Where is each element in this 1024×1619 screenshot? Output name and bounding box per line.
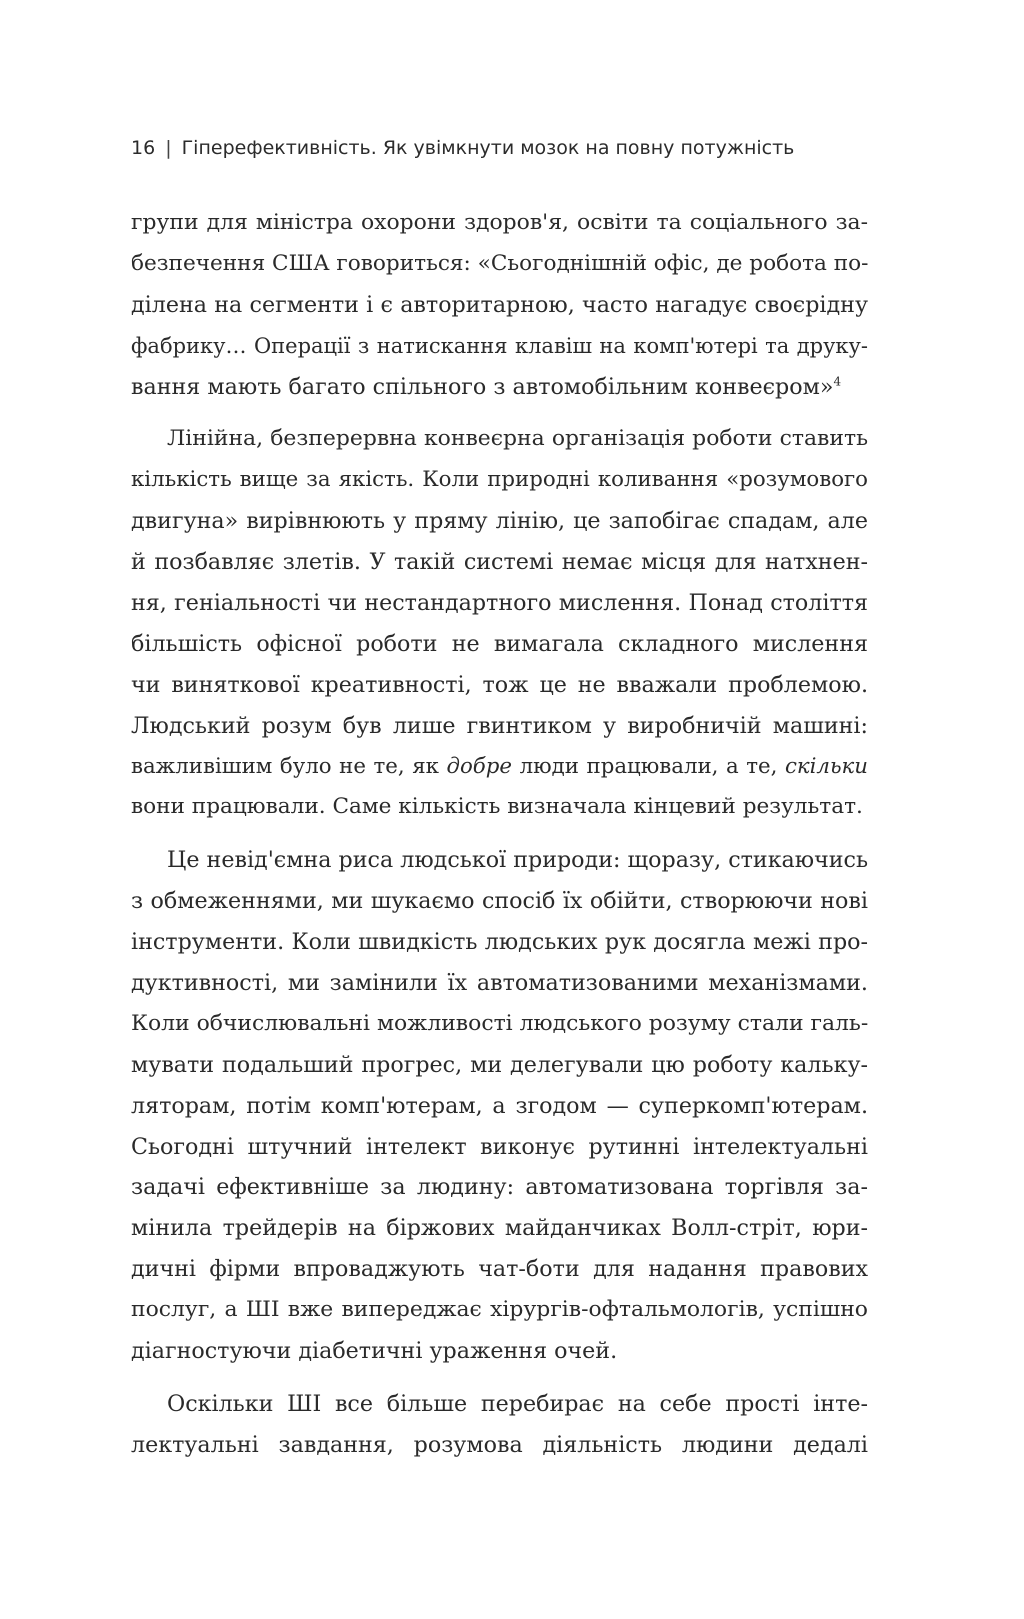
text-line: дичні фірми впроваджують чат-боти для надання правових	[131, 1256, 868, 1283]
body-text	[131, 203, 868, 1466]
text-fragment: люди працювали, а те,	[512, 753, 785, 779]
text-line: Це невід'ємна риса людської природи: щоразу, стикаючись	[167, 847, 868, 874]
text-line: ляторам, потім комп'ютерам, а згодом — суперкомп'ютерам.	[131, 1092, 868, 1119]
text-line: вони працювали. Саме кількість визначала кінцевий результат.	[131, 794, 863, 820]
paragraph-3	[131, 840, 868, 1372]
header-separator: |	[165, 137, 172, 159]
text-line	[131, 367, 868, 408]
text-line: з обмеженнями, ми шукаємо спосіб їх обійти, створюючи нові	[131, 888, 868, 915]
text-line: Сьогодні штучний інтелект виконує рутинні інтелектуальні	[131, 1133, 868, 1160]
text-line: двигуна» вирівнюють у пряму лінію, це запобігає спадам, але	[131, 508, 868, 535]
text-line: чи виняткової креативності, тож це не вважали проблемою.	[131, 671, 868, 698]
running-header	[131, 136, 871, 160]
text-line: діагностуючи діабетичні ураження очей.	[131, 1338, 618, 1365]
italic-emphasis: скільки	[784, 753, 868, 779]
text-line: дуктивності, ми замінили їх автоматизованими механізмами.	[131, 970, 868, 997]
text-line: й позбавляє злетів. У такій системі немає місця для натхнен-	[131, 549, 868, 576]
page-number: 16	[131, 137, 156, 159]
footnote-reference: 4	[833, 374, 842, 389]
text-line: безпечення США говориться: «Сьогоднішній офіс, де робота по-	[131, 250, 868, 276]
text-line-with-italics	[131, 747, 868, 788]
text-fragment: важливішим було не те, як	[131, 753, 447, 779]
paragraph-4	[131, 1384, 868, 1466]
text-line: інструменти. Коли швидкість людських рук досягла межі про-	[131, 929, 868, 956]
text-line: фабрику… Операції з натискання клавіш на комп'ютері та друку-	[131, 333, 868, 358]
text-line: Лінійна, безперервна конвеєрна організація роботи ставить	[167, 426, 868, 452]
text-line: більшість офісної роботи не вимагала складного мислення	[131, 630, 868, 657]
italic-emphasis: добре	[446, 753, 513, 779]
text-line: Оскільки ШІ все більше перебирає на себе прості інте-	[167, 1390, 868, 1417]
text-line: групи для міністра охорони здоров'я, освіти та соціального за-	[131, 210, 868, 235]
text-line: ня, геніальності чи нестандартного мислення. Понад століття	[131, 590, 868, 617]
paragraph-1	[131, 203, 868, 407]
text-line: Людський розум був лише гвинтиком у виробничій машині:	[131, 712, 868, 739]
text-line: кількість вище за якість. Коли природні коливання «розумового	[131, 467, 868, 493]
text-fragment: вання мають багато спільного з автомобільним конвеєром»	[131, 373, 834, 400]
text-line: послуг, а ШІ вже випереджає хірургів-офтальмологів, успішно	[131, 1297, 868, 1323]
text-line: Коли обчислювальні можливості людського розуму стали галь-	[131, 1010, 868, 1036]
text-line: лектуальні завдання, розумова діяльність людини дедалі	[131, 1431, 868, 1458]
text-line: ділена на сегменти і є авторитарною, часто нагадує своєрідну	[131, 291, 868, 318]
text-line: мувати подальший прогрес, ми делегували цю роботу кальку-	[131, 1051, 868, 1078]
book-title: Гіперефективність. Як увімкнути мозок на повну потужність	[181, 137, 795, 159]
text-line: мінила трейдерів на біржових майданчиках Волл-стріт, юри-	[131, 1215, 868, 1242]
text-line: задачі ефективніше за людину: автоматизована торгівля за-	[131, 1174, 868, 1201]
paragraph-2	[131, 419, 868, 828]
